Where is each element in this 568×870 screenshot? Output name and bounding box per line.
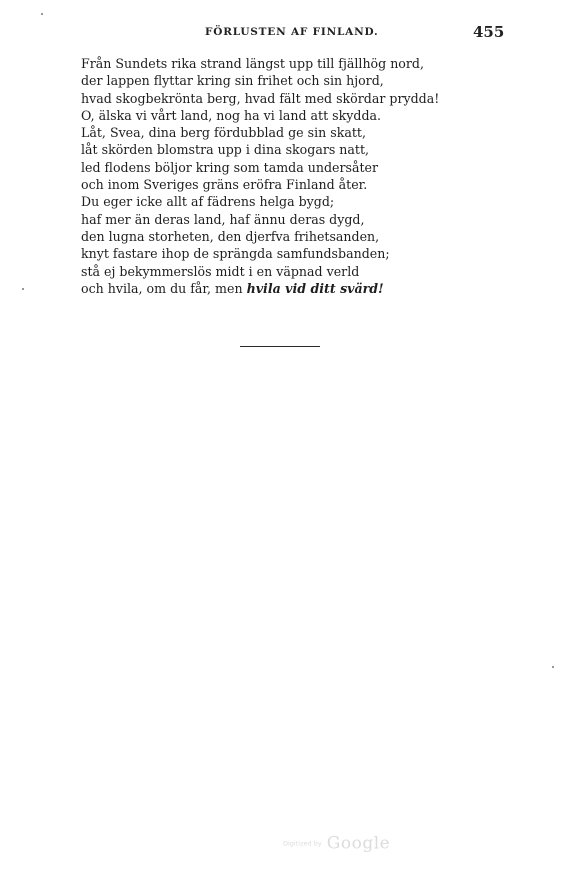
poem-line-6: låt skörden blomstra upp i dina skogars natt, bbox=[81, 142, 370, 158]
poem-line-11: den lugna storheten, den djerfva frihetsanden, bbox=[81, 228, 380, 244]
poem-line-10: haf mer än deras land, haf ännu deras dygd, bbox=[81, 211, 365, 227]
poem-line-12: knyt fastare ihop de sprängda samfundsbanden; bbox=[81, 246, 390, 262]
print-speck bbox=[41, 13, 43, 15]
section-end-rule bbox=[240, 346, 320, 347]
digitization-watermark bbox=[283, 833, 390, 854]
running-head: FÖRLUSTEN AF FINLAND. bbox=[205, 26, 379, 38]
poem-line-14 bbox=[81, 280, 511, 297]
poem-line-14-emphasis: hvila vid ditt svärd! bbox=[246, 280, 384, 296]
poem-line-1: Från Sundets rika strand längst upp till fjällhög nord, bbox=[81, 56, 424, 71]
poem-line-3: hvad skogbekrönta berg, hvad fält med skördar prydda! bbox=[81, 90, 440, 106]
poem-line-2: der lappen flyttar kring sin frihet och sin hjord, bbox=[81, 73, 384, 89]
google-logo: Google bbox=[326, 833, 391, 854]
poem-line-4: O, älska vi vårt land, nog ha vi land att skydda. bbox=[81, 107, 382, 123]
print-speck bbox=[552, 666, 554, 668]
poem-body bbox=[81, 55, 511, 297]
print-speck bbox=[22, 288, 24, 290]
page-number: 455 bbox=[473, 23, 505, 41]
poem-line-7: led flodens böljor kring som tamda undersåter bbox=[81, 159, 378, 175]
poem-line-14-text: och hvila, om du får, men bbox=[81, 280, 247, 296]
watermark-prefix: Digitized by bbox=[283, 839, 322, 848]
poem-line-13: stå ej bekymmerslös midt i en väpnad verld bbox=[81, 263, 360, 279]
poem-line-8: och inom Sveriges gräns eröfra Finland åter. bbox=[81, 177, 368, 193]
poem-line-5: Låt, Svea, dina berg fördubblad ge sin skatt, bbox=[81, 125, 366, 141]
poem-line-9: Du eger icke allt af fädrens helga bygd; bbox=[81, 194, 335, 210]
